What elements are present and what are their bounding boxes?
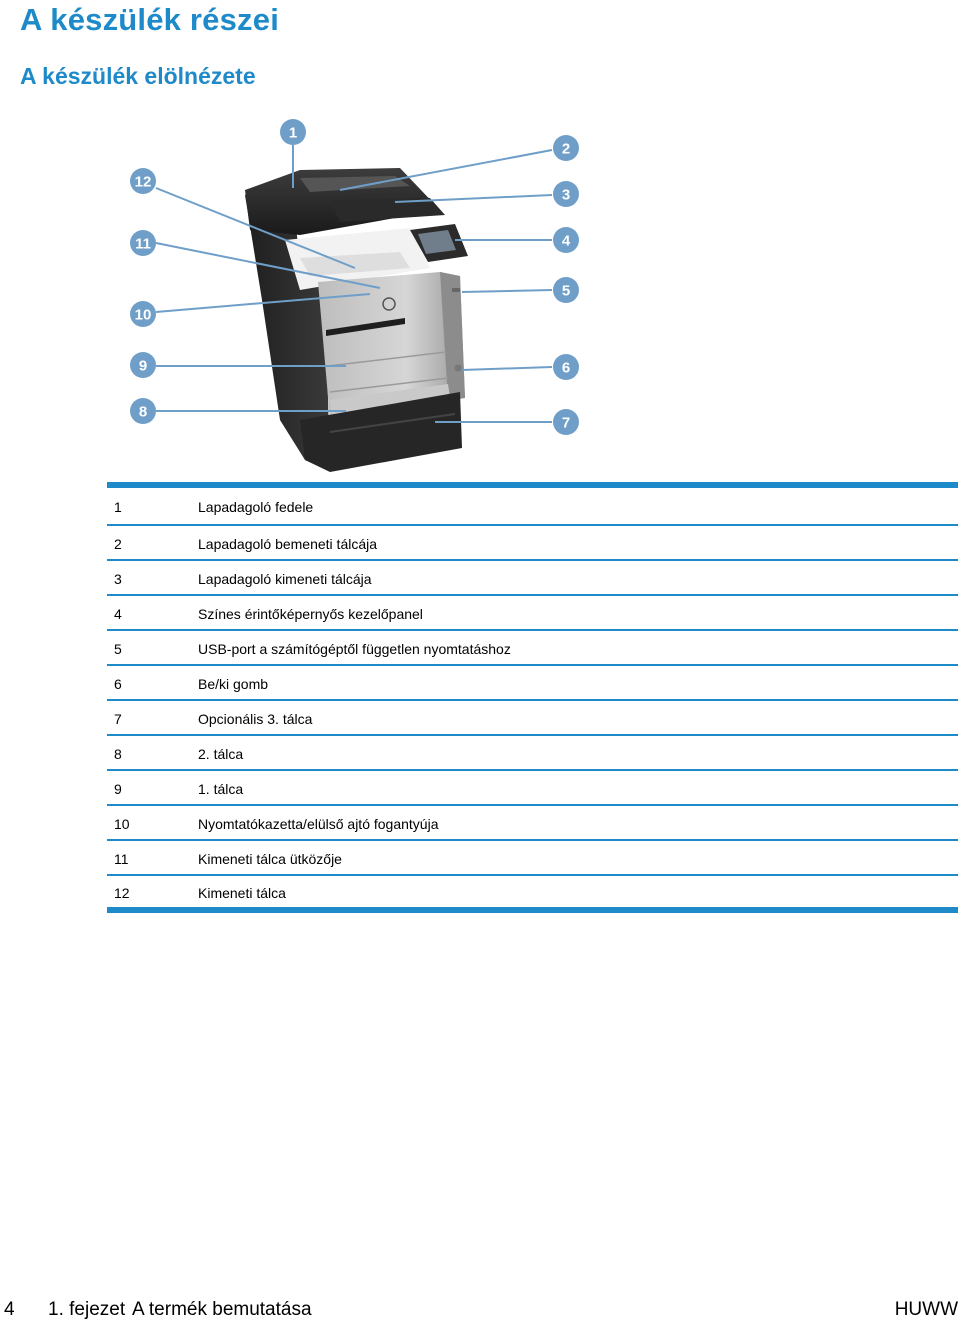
svg-text:12: 12: [134, 173, 152, 191]
footer-locale-code: HUWW: [894, 1299, 958, 1320]
svg-text:5: 5: [561, 282, 571, 300]
callout-1: [280, 119, 306, 145]
callout-7: [553, 409, 579, 435]
part-label: Kimeneti tálca: [198, 875, 958, 910]
callout-5: [553, 277, 579, 303]
page-title: A készülék részei: [20, 2, 280, 37]
footer-section: A termék bemutatása: [132, 1299, 312, 1320]
part-label: Opcionális 3. tálca: [198, 700, 958, 735]
part-number: 1: [107, 485, 198, 525]
table-row: [107, 560, 958, 595]
svg-text:4: 4: [561, 232, 571, 250]
part-number: 2: [107, 525, 198, 560]
part-number: 9: [107, 770, 198, 805]
table-row: [107, 665, 958, 700]
svg-text:9: 9: [138, 357, 148, 375]
table-row: [107, 735, 958, 770]
table-row: [107, 595, 958, 630]
svg-text:7: 7: [561, 414, 571, 432]
table-row: [107, 840, 958, 875]
svg-text:11: 11: [135, 235, 151, 253]
part-label: Nyomtatókazetta/elülső ajtó fogantyúja: [198, 805, 958, 840]
callout-6: [553, 354, 579, 380]
table-row: [107, 630, 958, 665]
svg-text:6: 6: [561, 359, 571, 377]
svg-text:10: 10: [134, 306, 152, 324]
callout-2: [553, 135, 579, 161]
svg-text:2: 2: [561, 140, 571, 158]
footer-page-number: 4: [4, 1299, 15, 1320]
printer-figure: [0, 110, 620, 480]
part-label: Be/ki gomb: [198, 665, 958, 700]
part-number: 5: [107, 630, 198, 665]
part-number: 4: [107, 595, 198, 630]
callout-12: [130, 168, 156, 194]
table-row: [107, 700, 958, 735]
callout-4: [553, 227, 579, 253]
table-row: [107, 525, 958, 560]
part-number: 7: [107, 700, 198, 735]
part-number: 3: [107, 560, 198, 595]
callout-11: [130, 230, 156, 256]
table-row: [107, 875, 958, 910]
callout-10: [130, 301, 156, 327]
table-row: [107, 485, 958, 525]
svg-text:3: 3: [561, 186, 571, 204]
part-label: Kimeneti tálca ütközője: [198, 840, 958, 875]
part-label: Lapadagoló bemeneti tálcája: [198, 525, 958, 560]
part-number: 11: [107, 840, 198, 875]
part-label: Lapadagoló kimeneti tálcája: [198, 560, 958, 595]
svg-text:1: 1: [288, 124, 298, 142]
parts-table: [107, 482, 958, 913]
printer-illustration: [0, 110, 620, 480]
callout-8: [130, 398, 156, 424]
section-title: A készülék elölnézete: [20, 63, 256, 89]
part-label: Lapadagoló fedele: [198, 485, 958, 525]
callout-9: [130, 352, 156, 378]
part-label: 1. tálca: [198, 770, 958, 805]
printer-body: [245, 168, 468, 472]
footer-chapter: 1. fejezet: [48, 1299, 126, 1320]
part-number: 8: [107, 735, 198, 770]
part-number: 12: [107, 875, 198, 910]
table-row: [107, 770, 958, 805]
part-label: USB-port a számítógéptől független nyomtatáshoz: [198, 630, 958, 665]
callout-3: [553, 181, 579, 207]
part-label: 2. tálca: [198, 735, 958, 770]
part-label: Színes érintőképernyős kezelőpanel: [198, 595, 958, 630]
table-row: [107, 805, 958, 840]
svg-text:8: 8: [138, 403, 148, 421]
part-number: 10: [107, 805, 198, 840]
part-number: 6: [107, 665, 198, 700]
